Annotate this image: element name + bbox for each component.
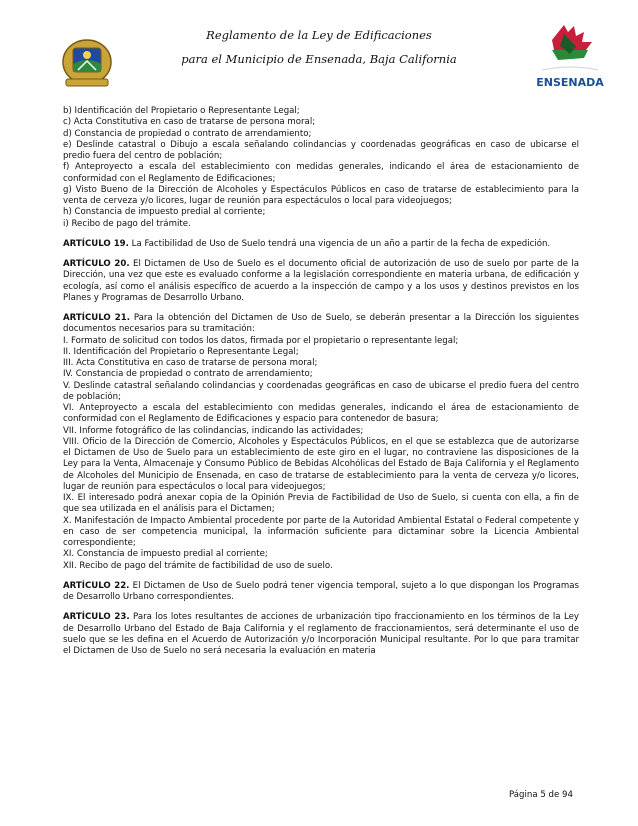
list-item: f) Anteproyecto a escala del establecimiento con medidas generales, indicando el área de estacionamiento de conformidad con el Reglamento de Edificaciones; <box>63 162 579 184</box>
article-label: ARTÍCULO 19. <box>63 238 129 249</box>
list-item: b) Identificación del Propietario o Representante Legal; <box>63 106 300 116</box>
list-item: h) Constancia de impuesto predial al corriente; <box>63 207 266 218</box>
list-item: VIII. Oficio de la Dirección de Comercio, Alcoholes y Espectáculos Públicos, en el que se establezca que de autorizarse el Dictamen de Uso de Suelo para un establecimiento de este giro en el lugar, no contraviene las disposiciones de la Ley para la Venta, Almacenaje y Consumo Público de Bebidas Alcohólicas del Estado de Baja California y el Reglamento de Alcoholes del Municipio de Ensenada, en caso de tratarse de establecimiento para la venta de cerveza y/o licores, lugar de reunión para espectáculos o local para videojuegos; <box>63 436 579 492</box>
list-item: X. Manifestación de Impacto Ambiental procedente por parte de la Autoridad Ambiental Estatal o Federal competente y en caso de ser competencia municipal, la información suficiente para dictaminar sobre la Licencia Ambiental correspondiente; <box>63 515 579 548</box>
article-20 <box>63 259 579 304</box>
list-item: VII. Informe fotográfico de las colindancias, indicando las actividades; <box>63 425 364 436</box>
list-item: IX. El interesado podrá anexar copia de la Opinión Previa de Factibilidad de Uso de Suelo, si cuenta con ella, a fin de que sea utilizada en el análisis para el Dictamen; <box>63 493 579 515</box>
page-number: Página 5 de 94 <box>509 790 573 800</box>
article-19 <box>63 239 579 250</box>
list-item: I. Formato de solicitud con todos los datos, firmada por el propietario o representante legal; <box>63 335 459 346</box>
document-title: Reglamento de la Ley de Edificaciones <box>206 28 432 42</box>
article-text: El Dictamen de Uso de Suelo es el documento oficial de autorización de uso de suelo por parte de la Dirección, una vez que este es evaluado conforme a la legislación correspondiente en materia urbana, de edificación y ecología, así como el análisis específico de acuerdo a la inspección de campo y a los usos y destinos previstos en los Planes y Programas de Desarrollo Urbano. <box>63 259 580 303</box>
list-item: d) Constancia de propiedad o contrato de arrendamiento; <box>63 128 312 139</box>
article-23 <box>63 612 579 657</box>
list-item: III. Acta Constitutiva en caso de tratarse de persona moral; <box>63 358 318 368</box>
article-label: ARTÍCULO 21. <box>63 313 131 323</box>
document-body <box>63 106 579 657</box>
list-item: XI. Constancia de impuesto predial al corriente; <box>63 549 268 560</box>
list-item: g) Visto Bueno de la Dirección de Alcoholes y Espectáculos Públicos en caso de tratarse de establecimiento para la venta de cerveza y/o licores, lugar de reunión para espectáculos o local para videojuegos; <box>63 184 579 206</box>
article-text: Para los lotes resultantes de acciones de urbanización tipo fraccionamiento en los términos de la Ley de Desarrollo Urbano del Estado de Baja California y el reglamento de fraccionamientos, será determinante el uso de suelo que se les defina en el Acuerdo de Autorización y/o Incorporación Municipal resultante. Por lo que para tramitar el Dictamen de Uso de Suelo no será necesaria la evaluación en materia <box>63 612 580 656</box>
article-label: ARTÍCULO 20. <box>63 259 130 269</box>
list-item: II. Identificación del Propietario o Representante Legal; <box>63 346 299 357</box>
list-item: VI. Anteproyecto a escala del establecimiento con medidas generales, indicando el área de estacionamiento de conformidad con el Reglamento de Edificaciones y espacio para contenedor de basura; <box>63 403 579 425</box>
ensenada-logo-text: ENSENADA <box>536 76 604 89</box>
list-item: IV. Constancia de propiedad o contrato de arrendamiento; <box>63 369 313 380</box>
article-text: Para la obtención del Dictamen de Uso de Suelo, se deberán presentar a la Dirección los siguientes documentos necesarios para su tramitación: <box>63 313 580 335</box>
list-item: i) Recibo de pago del trámite. <box>63 218 191 229</box>
article-text: El Dictamen de Uso de Suelo podrá tener vigencia temporal, sujeto a lo que dispongan los Programas de Desarrollo Urbano correspondientes. <box>63 580 579 602</box>
list-item: V. Deslinde catastral señalando colindancias y coordenadas geográficas en caso de ubicarse el predio fuera del centro de población; <box>63 380 579 402</box>
document-subtitle: para el Municipio de Ensenada, Baja California <box>181 52 457 66</box>
list-item: c) Acta Constitutiva en caso de tratarse de persona moral; <box>63 117 316 128</box>
article-text: La Factibilidad de Uso de Suelo tendrá una vigencia de un año a partir de la fecha de expedición. <box>128 238 551 249</box>
article-label: ARTÍCULO 22. <box>63 580 130 591</box>
list-item: e) Deslinde catastral o Dibujo a escala señalando colindancias y coordenadas geográficas en caso de ubicarse el predio fuera del centro de población; <box>63 139 579 161</box>
page-header <box>0 0 638 100</box>
article-label: ARTÍCULO 23. <box>63 612 130 623</box>
article-22 <box>63 581 579 604</box>
list-item: XII. Recibo de pago del trámite de factibilidad de uso de suelo. <box>63 560 333 571</box>
article-21 <box>63 313 579 336</box>
